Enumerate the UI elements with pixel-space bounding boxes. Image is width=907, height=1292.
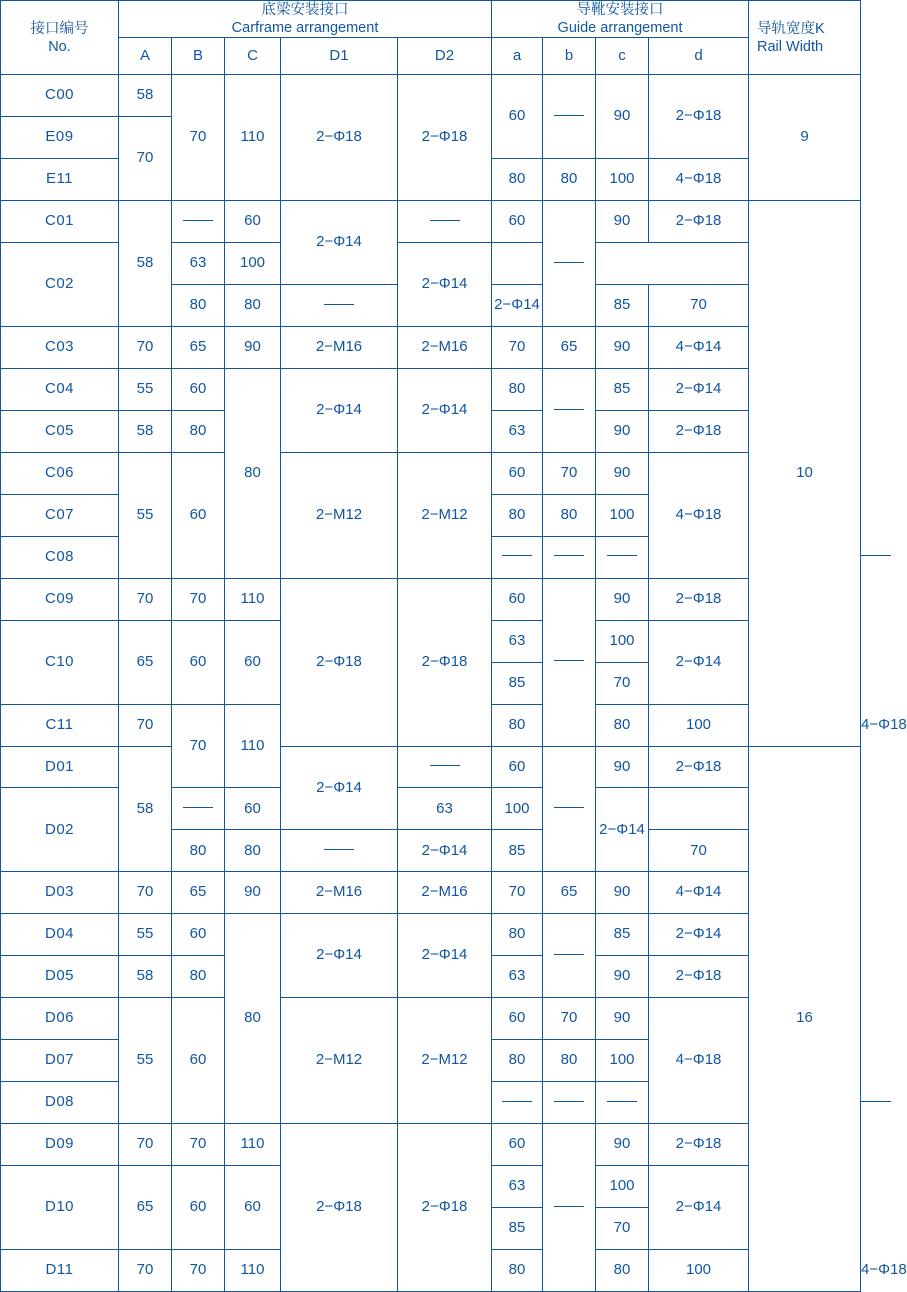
header-guide-en: Guide arrangement <box>557 20 683 37</box>
cell-D2: 2−Φ14 <box>398 830 492 872</box>
cell-B: 80 <box>172 830 225 872</box>
cell-B: 80 <box>172 410 225 452</box>
cell-b <box>543 368 596 452</box>
dash-mark <box>430 220 460 221</box>
cell-c: 100 <box>596 620 649 662</box>
cell-A: 70 <box>119 704 172 746</box>
cell-a: 60 <box>492 746 543 788</box>
cell-D2 <box>398 746 492 788</box>
header-rail-en: Rail Width <box>757 38 824 55</box>
cell-A: 55 <box>119 452 172 578</box>
cell-d: 2−Φ14 <box>649 1166 749 1250</box>
dash-mark <box>554 660 584 661</box>
header-col-A: A <box>119 38 172 75</box>
cell-D2: 2−M12 <box>398 998 492 1124</box>
cell-no: C01 <box>1 201 119 243</box>
cell-a: 70 <box>492 872 543 914</box>
cell-A: 70 <box>119 578 172 620</box>
cell-A: 70 <box>119 1249 172 1291</box>
dash-mark <box>607 1101 637 1102</box>
cell-D2: 2−Φ14 <box>398 914 492 998</box>
cell-a: 80 <box>492 494 543 536</box>
cell-no: C10 <box>1 620 119 704</box>
cell-a: 63 <box>398 788 492 830</box>
cell-D1: 2−Φ18 <box>281 75 398 201</box>
cell-no: E09 <box>1 117 119 159</box>
cell-c: 90 <box>596 452 649 494</box>
cell-b <box>543 75 596 159</box>
cell-c: 90 <box>596 578 649 620</box>
cell-no: D05 <box>1 956 119 998</box>
cell-A: 58 <box>119 75 172 117</box>
cell-C: 60 <box>225 201 281 243</box>
cell-c: 90 <box>596 1124 649 1166</box>
table-header-row-sub <box>1 38 861 75</box>
cell-A: 58 <box>119 746 172 872</box>
cell-c: 85 <box>596 914 649 956</box>
cell-d: 2−Φ18 <box>649 75 749 159</box>
table-row <box>1 452 861 494</box>
cell-no: C05 <box>1 410 119 452</box>
cell-D1 <box>281 830 398 872</box>
cell-c: 70 <box>596 1207 649 1249</box>
cell-c: 90 <box>596 998 649 1040</box>
cell-c: 90 <box>596 410 649 452</box>
cell-d: 2−Φ14 <box>649 914 749 956</box>
cell-B: 60 <box>172 452 225 578</box>
table-row: D11 70 70 110 80 80 100 4−Φ18 <box>1 1249 861 1291</box>
cell-c: 70 <box>649 285 749 327</box>
cell-b: 70 <box>543 998 596 1040</box>
cell-b: 80 <box>596 704 649 746</box>
cell-no: D06 <box>1 998 119 1040</box>
cell-a: 60 <box>492 1124 543 1166</box>
dash-mark <box>183 807 213 808</box>
table-row <box>1 368 861 410</box>
cell-C: 110 <box>225 75 281 201</box>
cell-A: 55 <box>119 368 172 410</box>
cell-c: 70 <box>649 830 749 872</box>
cell-d: 2−Φ18 <box>649 578 749 620</box>
cell-D1: 2−M12 <box>281 998 398 1124</box>
cell-b: 65 <box>543 872 596 914</box>
cell-no: C02 <box>1 243 119 327</box>
table-body <box>1 75 907 1292</box>
cell-a <box>492 536 543 578</box>
cell-a: 85 <box>492 662 543 704</box>
header-guide <box>492 1 749 38</box>
cell-B: 60 <box>172 1166 225 1250</box>
cell-b: 65 <box>543 326 596 368</box>
cell-c: 85 <box>596 368 649 410</box>
cell-no: D07 <box>1 1040 119 1082</box>
cell-A: 58 <box>119 201 172 327</box>
cell-b: 80 <box>543 159 596 201</box>
table-row <box>1 1124 861 1166</box>
header-carframe-cn: 底梁安装接口 <box>261 2 349 18</box>
cell-D2: 2−M16 <box>398 872 492 914</box>
cell-D2: 2−Φ14 <box>492 285 543 327</box>
cell-D1 <box>281 285 398 327</box>
cell-c: 100 <box>596 1166 649 1208</box>
cell-a: 63 <box>492 410 543 452</box>
cell-D2: 2−Φ14 <box>398 368 492 452</box>
cell-B: 70 <box>172 75 225 201</box>
table-row <box>1 326 861 368</box>
cell-a: 80 <box>492 1249 543 1291</box>
dash-mark <box>554 1206 584 1207</box>
dash-mark <box>861 555 891 556</box>
dash-mark <box>554 555 584 556</box>
cell-D2: 2−M16 <box>398 326 492 368</box>
cell-a: 80 <box>492 914 543 956</box>
cell-d: 2−Φ14 <box>398 243 492 327</box>
cell-D2: 2−Φ18 <box>398 578 492 746</box>
header-rail-cn: 导轨宽度K <box>757 20 825 37</box>
cell-d: 4−Φ14 <box>649 872 749 914</box>
header-col-a: a <box>492 38 543 75</box>
cell-c: 100 <box>225 243 281 285</box>
cell-B: 80 <box>172 285 225 327</box>
cell-D1: 2−M16 <box>281 326 398 368</box>
cell-a: 63 <box>492 1166 543 1208</box>
table-row <box>1 578 861 620</box>
cell-c: 90 <box>596 746 649 788</box>
cell-c: 100 <box>596 1040 649 1082</box>
cell-d: 2−Φ18 <box>649 201 749 243</box>
header-col-D2: D2 <box>398 38 492 75</box>
cell-b: 80 <box>543 1040 596 1082</box>
table-header-row-main <box>1 1 861 38</box>
cell-D2: 2−M12 <box>398 452 492 578</box>
cell-no: C11 <box>1 704 119 746</box>
cell-D2: 2−Φ18 <box>398 1124 492 1292</box>
cell-b <box>543 1082 596 1124</box>
dash-mark <box>607 555 637 556</box>
cell-a: 70 <box>492 326 543 368</box>
cell-c: 100 <box>649 1249 749 1291</box>
cell-A: 65 <box>119 1166 172 1250</box>
cell-A: 70 <box>119 117 172 201</box>
cell-B: 70 <box>172 704 225 788</box>
cell-A: 70 <box>119 872 172 914</box>
cell-a: 85 <box>596 285 649 327</box>
cell-no: D01 <box>1 746 119 788</box>
cell-A: 58 <box>119 956 172 998</box>
cell-D2 <box>398 201 492 243</box>
cell-a: 63 <box>172 243 225 285</box>
cell-a <box>492 1082 543 1124</box>
cell-C: 110 <box>225 1124 281 1166</box>
cell-c <box>596 1082 649 1124</box>
cell-c: 90 <box>596 75 649 159</box>
cell-C: 110 <box>225 578 281 620</box>
cell-c: 100 <box>596 159 649 201</box>
cell-d: 2−Φ14 <box>596 788 649 872</box>
dash-mark <box>502 1101 532 1102</box>
cell-a: 80 <box>492 704 543 746</box>
header-no-cn: 接口编号 <box>30 20 89 37</box>
cell-no: C08 <box>1 536 119 578</box>
header-no-en: No. <box>48 38 71 55</box>
table-row: C11 70 70 110 80 80 100 4−Φ18 <box>1 704 861 746</box>
cell-C: 110 <box>225 704 281 788</box>
header-col-b: b <box>543 38 596 75</box>
cell-b: 70 <box>543 452 596 494</box>
cell-b <box>543 746 596 872</box>
cell-rail-width: 10 <box>749 201 861 746</box>
dash-mark <box>554 409 584 410</box>
cell-C: 80 <box>225 368 281 578</box>
cell-d: 4−Φ18 <box>649 998 749 1124</box>
cell-no: C07 <box>1 494 119 536</box>
dash-mark <box>430 765 460 766</box>
cell-c: 100 <box>596 494 649 536</box>
cell-a: 80 <box>492 368 543 410</box>
cell-C: 60 <box>225 788 281 830</box>
cell-d: 2−Φ18 <box>649 746 749 788</box>
cell-D1: 2−Φ14 <box>281 368 398 452</box>
cell-no: C04 <box>1 368 119 410</box>
cell-c: 70 <box>596 662 649 704</box>
header-col-C: C <box>225 38 281 75</box>
cell-B: 60 <box>172 998 225 1124</box>
cell-d: 4−Φ18 <box>649 452 749 578</box>
cell-b <box>543 1124 596 1292</box>
cell-rail-width: 16 <box>749 746 861 1292</box>
dash-mark <box>554 262 584 263</box>
dash-mark <box>554 954 584 955</box>
cell-d: 2−Φ18 <box>649 956 749 998</box>
cell-B: 60 <box>172 620 225 704</box>
cell-b <box>543 914 596 998</box>
header-col-B: B <box>172 38 225 75</box>
cell-a: 60 <box>492 998 543 1040</box>
cell-A: 55 <box>119 914 172 956</box>
cell-c: 100 <box>492 788 543 830</box>
dash-mark <box>554 807 584 808</box>
cell-B: 80 <box>172 956 225 998</box>
cell-a: 63 <box>492 956 543 998</box>
cell-A: 58 <box>119 410 172 452</box>
cell-C: 80 <box>225 914 281 1124</box>
cell-c: 90 <box>596 326 649 368</box>
cell-b <box>543 536 596 578</box>
cell-no: C09 <box>1 578 119 620</box>
cell-a: 60 <box>492 452 543 494</box>
cell-c: 90 <box>596 872 649 914</box>
cell-b: 80 <box>543 494 596 536</box>
cell-a: 80 <box>492 1040 543 1082</box>
cell-C: 60 <box>225 620 281 704</box>
cell-C: 80 <box>225 830 281 872</box>
cell-B <box>172 788 225 830</box>
cell-D1: 2−M16 <box>281 872 398 914</box>
cell-C: 90 <box>225 872 281 914</box>
cell-C: 60 <box>225 1166 281 1250</box>
cell-rail-width: 9 <box>749 75 861 201</box>
cell-b: 80 <box>596 1249 649 1291</box>
cell-C: 90 <box>225 326 281 368</box>
dash-mark <box>861 1101 891 1102</box>
cell-B: 65 <box>172 326 225 368</box>
table-row <box>1 998 861 1040</box>
cell-D1: 2−Φ14 <box>281 746 398 830</box>
dash-mark <box>554 115 584 116</box>
cell-d: 4−Φ18 <box>649 159 749 201</box>
cell-C: 110 <box>225 1249 281 1291</box>
cell-D1: 2−Φ14 <box>281 914 398 998</box>
cell-no: D04 <box>1 914 119 956</box>
cell-B: 70 <box>172 1249 225 1291</box>
cell-d: 2−Φ18 <box>649 1124 749 1166</box>
cell-D1: 2−Φ18 <box>281 578 398 746</box>
cell-a: 80 <box>492 159 543 201</box>
cell-D2: 2−Φ18 <box>398 75 492 201</box>
cell-a: 85 <box>492 830 543 872</box>
cell-no: D02 <box>1 788 119 872</box>
dash-mark <box>554 1101 584 1102</box>
cell-c <box>596 536 649 578</box>
header-rail-width <box>749 1 861 75</box>
cell-A: 55 <box>119 998 172 1124</box>
cell-no: C00 <box>1 75 119 117</box>
cell-a: 60 <box>492 201 543 243</box>
header-col-c: c <box>596 38 649 75</box>
cell-B: 60 <box>172 914 225 956</box>
header-carframe-en: Carframe arrangement <box>231 20 379 37</box>
table-row <box>1 914 861 956</box>
cell-C: 80 <box>225 285 281 327</box>
cell-no: D11 <box>1 1249 119 1291</box>
cell-D1: 2−M12 <box>281 452 398 578</box>
cell-d: 2−Φ18 <box>649 410 749 452</box>
cell-a: 63 <box>492 620 543 662</box>
table-row <box>1 872 861 914</box>
header-col-d: d <box>649 38 749 75</box>
cell-no: D08 <box>1 1082 119 1124</box>
cell-A: 65 <box>119 620 172 704</box>
cell-D1: 2−Φ18 <box>281 1124 398 1292</box>
cell-b <box>543 201 596 327</box>
header-carframe <box>119 1 492 38</box>
cell-no: D09 <box>1 1124 119 1166</box>
cell-c: 90 <box>596 201 649 243</box>
cell-a: 60 <box>492 75 543 159</box>
cell-B: 60 <box>172 368 225 410</box>
dash-mark <box>324 304 354 305</box>
cell-B: 65 <box>172 872 225 914</box>
cell-a: 85 <box>492 1207 543 1249</box>
cell-d: 2−Φ14 <box>649 620 749 704</box>
cell-B: 70 <box>172 578 225 620</box>
cell-no: C06 <box>1 452 119 494</box>
table-row <box>1 201 861 243</box>
cell-no: C03 <box>1 326 119 368</box>
cell-a: 60 <box>492 578 543 620</box>
cell-d: 4−Φ14 <box>649 326 749 368</box>
cell-A: 70 <box>119 326 172 368</box>
table-row <box>1 75 861 117</box>
table-row <box>1 746 861 788</box>
cell-d: 2−Φ14 <box>649 368 749 410</box>
cell-b <box>543 578 596 746</box>
cell-no: D10 <box>1 1166 119 1250</box>
dash-mark <box>324 849 354 850</box>
cell-c: 90 <box>596 956 649 998</box>
cell-no: E11 <box>1 159 119 201</box>
dash-mark <box>502 555 532 556</box>
cell-c: 100 <box>649 704 749 746</box>
header-guide-cn: 导靴安装接口 <box>576 2 664 18</box>
header-no <box>1 1 119 75</box>
cell-B: 70 <box>172 1124 225 1166</box>
dash-mark <box>183 220 213 221</box>
cell-no: D03 <box>1 872 119 914</box>
cell-D1: 2−Φ14 <box>281 201 398 285</box>
cell-B <box>172 201 225 243</box>
cell-A: 70 <box>119 1124 172 1166</box>
header-col-D1: D1 <box>281 38 398 75</box>
